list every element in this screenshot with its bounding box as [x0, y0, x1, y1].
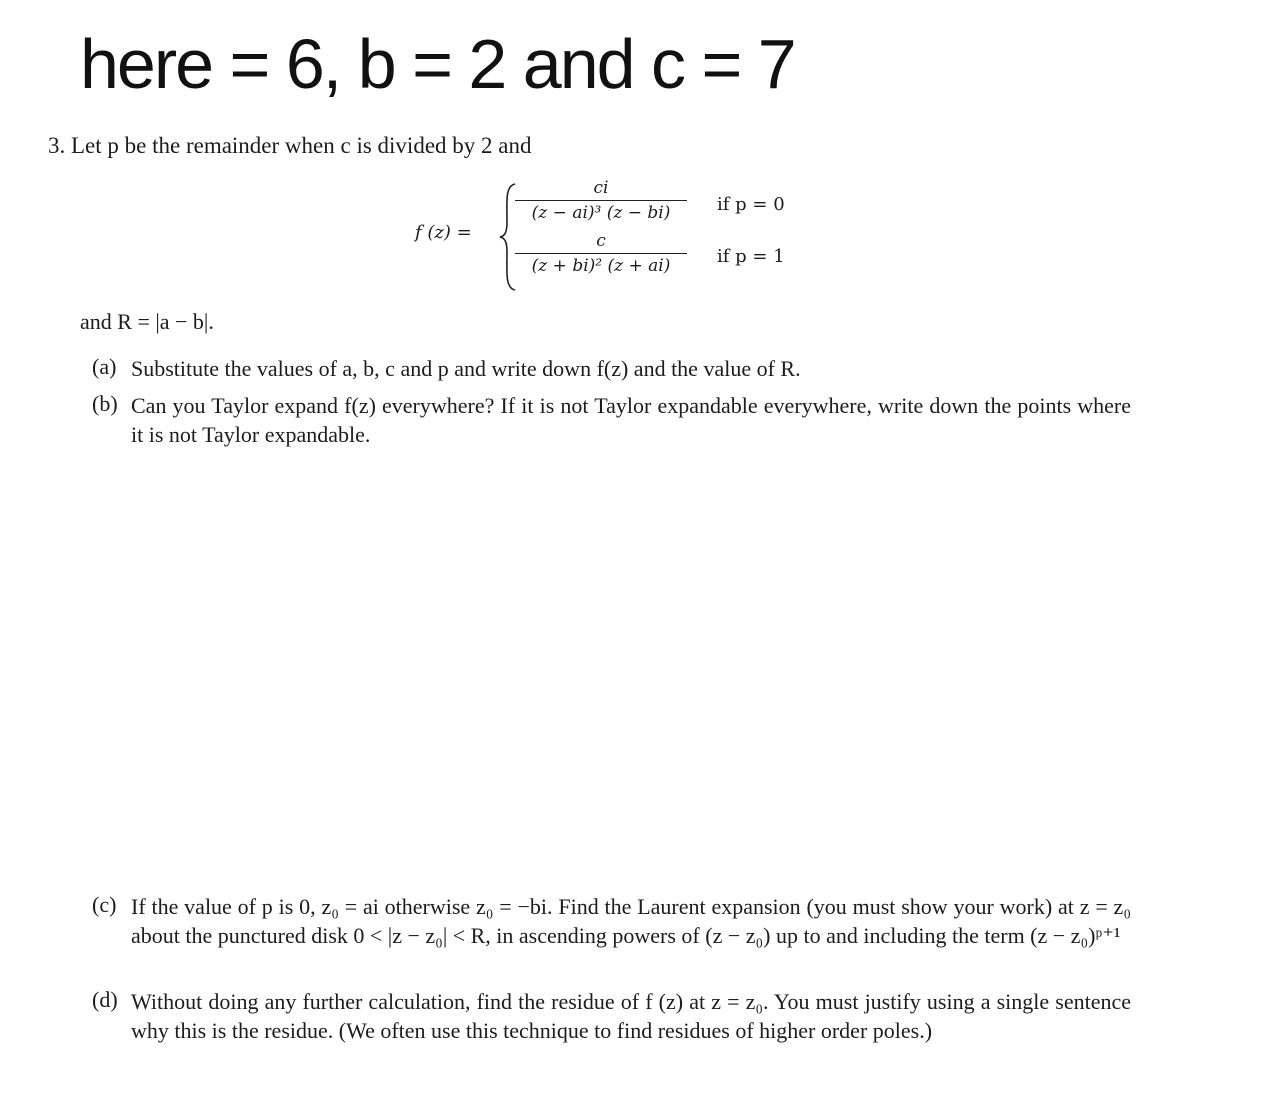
case0-numerator: ci [593, 178, 609, 198]
function-label: f (z) = [415, 222, 472, 243]
case1-numerator: c [596, 231, 606, 251]
case1-fraction [515, 231, 687, 276]
part-d-text: Without doing any further calculation, find the residue of f (z) at z = z₀. You must justify using a single sentence why this is the residue. (We often use this technique to find residues of higher order poles.) [131, 989, 1131, 1043]
part-c-label: (c) [92, 892, 117, 917]
case0-condition: if p = 0 [717, 194, 785, 215]
case1-condition: if p = 1 [717, 246, 785, 267]
part-a-text: Substitute the values of a, b, c and p and write down f(z) and the value of R. [131, 356, 801, 381]
case0-fraction [515, 178, 687, 223]
part-b-label: (b) [92, 391, 118, 416]
case1-denominator: (z + bi)² (z + ai) [531, 256, 671, 276]
question-intro: 3. Let p be the remainder when c is divided by 2 and [48, 133, 532, 158]
part-c-text: If the value of p is 0, z₀ = ai otherwise z₀ = −bi. Find the Laurent expansion (you must show your work) at z = z₀ about the punctured disk 0 < |z − z₀| < R, in ascending powers of (z − z₀) up to and including the term (z − z₀)ᵖ⁺¹ [131, 894, 1131, 948]
part-a-label: (a) [92, 354, 117, 379]
piecewise-function [415, 176, 835, 296]
handwritten-values: here = 6, b = 2 and c = 7 [80, 25, 795, 103]
part-b-text: Can you Taylor expand f(z) everywhere? If it is not Taylor expandable everywhere, write down the points where it is not Taylor expandable. [131, 393, 1131, 447]
part-d-label: (d) [92, 987, 118, 1012]
case0-denominator: (z − ai)³ (z − bi) [531, 203, 671, 223]
r-definition: and R = |a − b|. [80, 309, 214, 334]
